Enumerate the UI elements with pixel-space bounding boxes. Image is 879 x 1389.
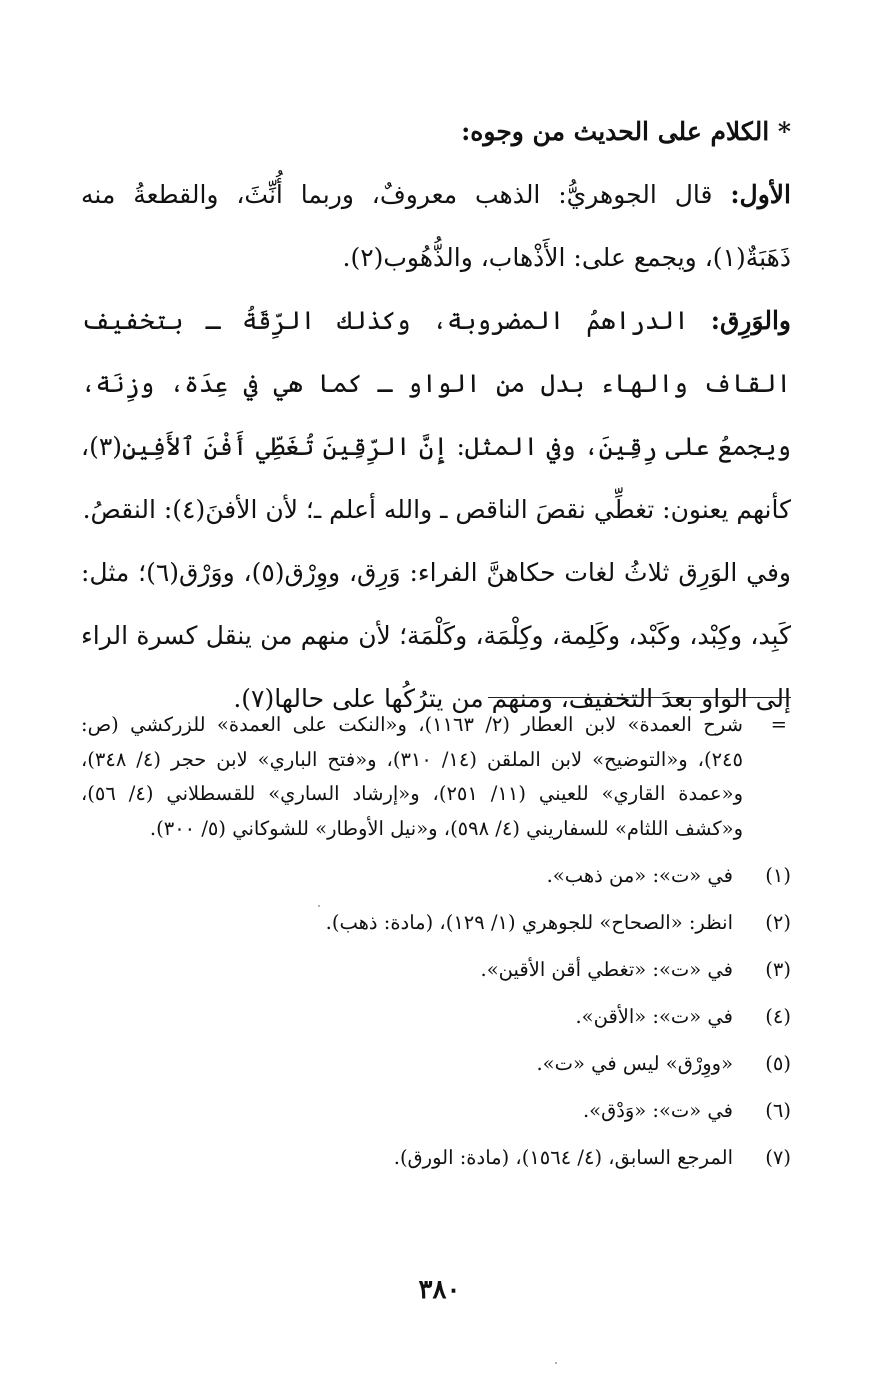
paragraph-wariq: [81, 289, 791, 541]
footnote-text: «ووِرْق» ليس في «ت».: [536, 1052, 733, 1075]
paragraph-first: [81, 163, 791, 289]
paragraph-languages: [81, 541, 791, 730]
footnote-item: [81, 1087, 791, 1134]
footnote-number: (٣): [765, 958, 791, 981]
scan-speck: [318, 905, 320, 907]
footnote-item: [81, 1134, 791, 1181]
footnote-number: (١): [765, 864, 791, 887]
footnote-text: انظر: «الصحاح» للجوهري (١/ ١٢٩)، (مادة: ذهب).: [325, 911, 733, 934]
page-number: ٣٨٠: [418, 1275, 461, 1305]
paragraph-lead: والوَرِق:: [710, 306, 791, 335]
footnote-text: المرجع السابق، (٤/ ١٥٦٤)، (مادة: الورق).: [393, 1146, 733, 1169]
footnote-text: في «ت»: «من ذهب».: [546, 864, 733, 887]
footnote-item: [81, 1040, 791, 1087]
paragraph-body: وفي الوَرِق ثلاثُ لغات حكاهنَّ الفراء: وَرِق، ووِرْق(٥)، ووَرْق(٦)؛ مثل: كَبِد، وكِبْد، وكَبْد، وكَلِمة، وكِلْمَة، وكَلْمَة؛ لأن منهم من ينقل كسرة الراء إلى الواو بعدَ التخفيف، ومنهم من يترُكُها على حالها(٧).: [81, 558, 791, 713]
footnote-divider: [488, 697, 791, 698]
footnote-item: [81, 946, 791, 993]
footnotes: [81, 708, 791, 1181]
paragraph-body: الدراهمُ المضروبة، وكذلك الرِّقَةُ ـ بتخفيف القاف والهاء بدل من الواو ـ كما هي في عِدَة، وزِنَة، ويجمعُ على رِقِينَ، وفي المثل: إِنَّ الرِّقِينَ تُغَطِّي أَفْنَ ٱلأَفِينِ(٣)، كأنهم يعنون: تغطِّي نقصَ الناقص ـ والله أعلم ـ؛ لأن الأفنَ(٤): النقصُ.: [81, 306, 791, 524]
footnote-text: في «ت»: «وَدْق».: [582, 1099, 733, 1122]
footnote-continuation: [81, 708, 791, 846]
footnote-number: (٧): [765, 1146, 791, 1169]
footnote-text: في «ت»: «تغطي أقن الأقين».: [480, 958, 733, 981]
paragraph-body: قال الجوهريُّ: الذهب معروفٌ، وربما أُنِّثَ، والقطعةُ منه ذَهَبَةٌ(١)، ويجمع على: الأَذْهاب، والذُّهُوب(٢).: [81, 180, 791, 272]
footnote-item: [81, 899, 791, 946]
section-heading: * الكلام على الحديث من وجوه:: [461, 117, 791, 146]
main-text: [81, 100, 791, 730]
footnote-item: [81, 852, 791, 899]
continuation-text: شرح العمدة» لابن العطار (٢/ ١١٦٣)، و«النكت على العمدة» للزركشي (ص: ٢٤٥)، و«التوضيح» لابن الملقن (١٤/ ٣١٠)، و«فتح الباري» لابن حجر (٤/ ٣٤٨)، و«عمدة القاري» للعيني (١١/ ٢٥١)، و«إرشاد الساري» للقسطلاني (٤/ ٥٦)، و«كشف اللثام» للسفاريني (٤/ ٥٩٨)، و«نيل الأوطار» للشوكاني (٥/ ٣٠٠).: [81, 713, 743, 840]
footnote-number: (٤): [765, 1005, 791, 1028]
footnote-number: (٢): [765, 911, 791, 934]
footnote-item: [81, 993, 791, 1040]
paragraph-lead: الأول:: [730, 180, 791, 209]
scan-speck: [555, 1362, 557, 1364]
footnote-number: (٥): [765, 1052, 791, 1075]
footnote-text: في «ت»: «الأقن».: [575, 1005, 733, 1028]
footnote-number: (٦): [765, 1099, 791, 1122]
continuation-marker: =: [770, 713, 787, 736]
